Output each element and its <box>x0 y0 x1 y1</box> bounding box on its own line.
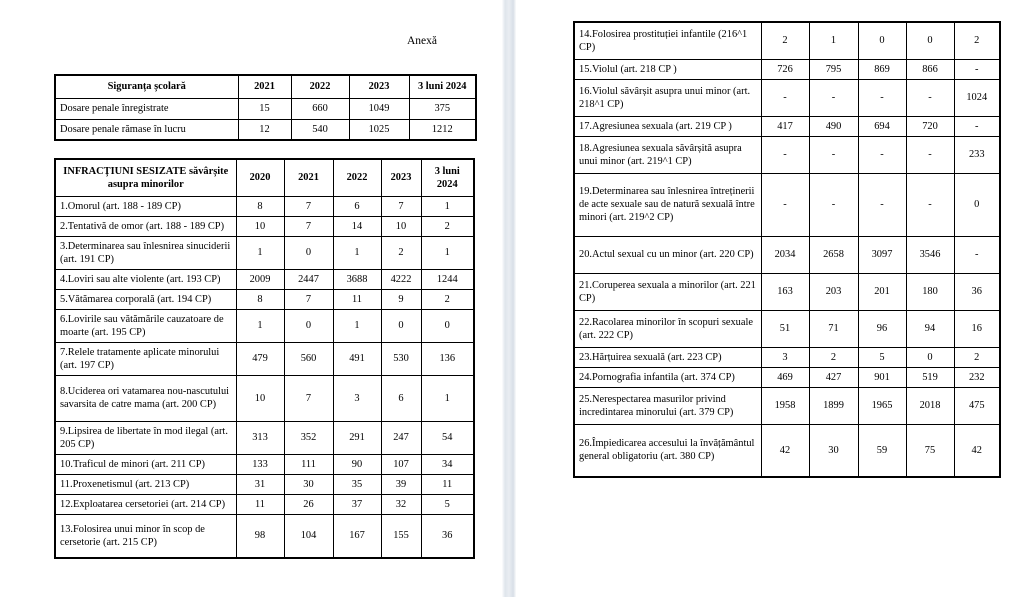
value-cell: 2 <box>954 347 1000 367</box>
value-cell: 0 <box>906 347 954 367</box>
value-cell: 795 <box>809 59 858 79</box>
value-cell: 163 <box>761 273 809 310</box>
value-cell: 866 <box>906 59 954 79</box>
value-cell: 39 <box>381 474 421 494</box>
value-cell: - <box>906 173 954 236</box>
value-cell: 726 <box>761 59 809 79</box>
row-label-cell: 7.Relele tratamente aplicate minorului (art. 197 CP) <box>55 342 236 375</box>
year-header-cell: 3 luni 2024 <box>409 75 476 98</box>
value-cell: 51 <box>761 310 809 347</box>
value-cell: - <box>906 79 954 116</box>
value-cell: 7 <box>284 289 333 309</box>
value-cell: 155 <box>381 514 421 558</box>
year-header-cell: 2022 <box>333 159 381 196</box>
value-cell: 3 <box>761 347 809 367</box>
value-cell: 2018 <box>906 387 954 424</box>
value-cell: 2658 <box>809 236 858 273</box>
value-cell: 232 <box>954 367 1000 387</box>
table-row <box>574 173 1000 236</box>
value-cell: 720 <box>906 116 954 136</box>
value-cell: 519 <box>906 367 954 387</box>
value-cell: 0 <box>381 309 421 342</box>
value-cell: - <box>761 136 809 173</box>
value-cell: 1 <box>236 236 284 269</box>
value-cell: 201 <box>858 273 906 310</box>
row-label-cell: 5.Vătămarea corporală (art. 194 CP) <box>55 289 236 309</box>
value-cell: 10 <box>236 375 284 421</box>
value-cell: 7 <box>284 216 333 236</box>
table-row <box>55 216 474 236</box>
value-cell: 1 <box>333 309 381 342</box>
value-cell: 0 <box>858 22 906 59</box>
value-cell: - <box>906 136 954 173</box>
value-cell: 901 <box>858 367 906 387</box>
table-row <box>574 387 1000 424</box>
value-cell: 42 <box>954 424 1000 477</box>
table-row <box>574 347 1000 367</box>
value-cell: 7 <box>284 196 333 216</box>
row-label-cell: 19.Determinarea sau înlesnirea întreținerii de acte sexuale sau de natură sexuală între minori (art. 219^2 CP) <box>574 173 761 236</box>
value-cell: 0 <box>284 236 333 269</box>
value-cell: 4222 <box>381 269 421 289</box>
value-cell: 2 <box>381 236 421 269</box>
value-cell: 2 <box>421 289 474 309</box>
row-label-cell: 25.Nerespectarea masurilor privind incredintarea minorului (art. 379 CP) <box>574 387 761 424</box>
value-cell: 475 <box>954 387 1000 424</box>
row-label-cell: Dosare penale rămase în lucru <box>55 119 238 140</box>
value-cell: 1049 <box>349 98 409 119</box>
value-cell: 32 <box>381 494 421 514</box>
table-row <box>55 514 474 558</box>
row-label-cell: 15.Violul (art. 218 CP ) <box>574 59 761 79</box>
row-label-cell: 1.Omorul (art. 188 - 189 CP) <box>55 196 236 216</box>
value-cell: 3546 <box>906 236 954 273</box>
row-label-cell: 11.Proxenetismul (art. 213 CP) <box>55 474 236 494</box>
value-cell: 5 <box>421 494 474 514</box>
table-row <box>55 309 474 342</box>
table-row <box>574 367 1000 387</box>
value-cell: 36 <box>421 514 474 558</box>
value-cell: 660 <box>291 98 349 119</box>
value-cell: 0 <box>284 309 333 342</box>
value-cell: 42 <box>761 424 809 477</box>
value-cell: 530 <box>381 342 421 375</box>
table-row <box>574 424 1000 477</box>
table-row <box>55 289 474 309</box>
row-label-cell: 9.Lipsirea de libertate în mod ilegal (art. 205 CP) <box>55 421 236 454</box>
table-row <box>574 136 1000 173</box>
value-cell: 1 <box>421 375 474 421</box>
value-cell: 7 <box>284 375 333 421</box>
value-cell: 2 <box>421 216 474 236</box>
value-cell: 6 <box>381 375 421 421</box>
value-cell: 9 <box>381 289 421 309</box>
value-cell: 0 <box>954 173 1000 236</box>
value-cell: 10 <box>381 216 421 236</box>
value-cell: 1212 <box>409 119 476 140</box>
value-cell: 1899 <box>809 387 858 424</box>
row-label-cell: 3.Determinarea sau înlesnirea sinuciderii (art. 191 CP) <box>55 236 236 269</box>
value-cell: 1965 <box>858 387 906 424</box>
offenses-against-minors-table-part1 <box>54 158 475 559</box>
value-cell: 71 <box>809 310 858 347</box>
value-cell: 1 <box>809 22 858 59</box>
value-cell: 2 <box>809 347 858 367</box>
value-cell: 1024 <box>954 79 1000 116</box>
table-row <box>55 474 474 494</box>
document-page-left <box>0 0 502 597</box>
value-cell: - <box>761 173 809 236</box>
row-label-cell: 18.Agresiunea sexuala săvârșită asupra unui minor (art. 219^1 CP) <box>574 136 761 173</box>
table-row <box>574 236 1000 273</box>
row-label-cell: 6.Lovirile sau vătămările cauzatoare de moarte (art. 195 CP) <box>55 309 236 342</box>
value-cell: 203 <box>809 273 858 310</box>
table-row <box>574 22 1000 59</box>
value-cell: - <box>954 59 1000 79</box>
value-cell: - <box>954 236 1000 273</box>
value-cell: 107 <box>381 454 421 474</box>
value-cell: 869 <box>858 59 906 79</box>
value-cell: 247 <box>381 421 421 454</box>
row-label-cell: 20.Actul sexual cu un minor (art. 220 CP) <box>574 236 761 273</box>
year-header-cell: 2020 <box>236 159 284 196</box>
value-cell: 233 <box>954 136 1000 173</box>
value-cell: 479 <box>236 342 284 375</box>
value-cell: 2 <box>954 22 1000 59</box>
document-page-right <box>516 0 1024 597</box>
table-header-row <box>55 159 474 196</box>
value-cell: 36 <box>954 273 1000 310</box>
value-cell: 11 <box>236 494 284 514</box>
value-cell: 352 <box>284 421 333 454</box>
row-label-cell: 21.Coruperea sexuala a minorilor (art. 221 CP) <box>574 273 761 310</box>
value-cell: 10 <box>236 216 284 236</box>
row-label-cell: 4.Loviri sau alte violente (art. 193 CP) <box>55 269 236 289</box>
value-cell: - <box>858 79 906 116</box>
value-cell: - <box>858 173 906 236</box>
value-cell: 96 <box>858 310 906 347</box>
table-row <box>55 196 474 216</box>
table-row <box>574 273 1000 310</box>
offenses-against-minors-table-part2 <box>573 21 1001 478</box>
school-safety-table <box>54 74 477 141</box>
value-cell: 12 <box>238 119 291 140</box>
row-label-cell: 14.Folosirea prostituției infantile (216^1 CP) <box>574 22 761 59</box>
table-row <box>574 79 1000 116</box>
row-label-cell: 2.Tentativă de omor (art. 188 - 189 CP) <box>55 216 236 236</box>
value-cell: 694 <box>858 116 906 136</box>
value-cell: 1244 <box>421 269 474 289</box>
table-row <box>574 59 1000 79</box>
value-cell: 26 <box>284 494 333 514</box>
value-cell: 0 <box>906 22 954 59</box>
year-header-cell: 2023 <box>381 159 421 196</box>
value-cell: 313 <box>236 421 284 454</box>
table-row <box>55 494 474 514</box>
value-cell: 2447 <box>284 269 333 289</box>
table-row <box>55 119 476 140</box>
table-row <box>574 310 1000 347</box>
row-label-cell: 16.Violul săvârșit asupra unui minor (art. 218^1 CP) <box>574 79 761 116</box>
value-cell: 30 <box>284 474 333 494</box>
row-label-cell: 26.Împiedicarea accesului la învățământul general obligatoriu (art. 380 CP) <box>574 424 761 477</box>
value-cell: 0 <box>421 309 474 342</box>
value-cell: 34 <box>421 454 474 474</box>
value-cell: 90 <box>333 454 381 474</box>
table-row <box>55 342 474 375</box>
row-label-cell: 10.Traficul de minori (art. 211 CP) <box>55 454 236 474</box>
value-cell: 98 <box>236 514 284 558</box>
year-header-cell: 2022 <box>291 75 349 98</box>
value-cell: 111 <box>284 454 333 474</box>
year-header-cell: 2021 <box>238 75 291 98</box>
row-label-cell: 24.Pornografia infantila (art. 374 CP) <box>574 367 761 387</box>
value-cell: 16 <box>954 310 1000 347</box>
row-label-cell: Dosare penale înregistrate <box>55 98 238 119</box>
value-cell: 490 <box>809 116 858 136</box>
table-header-row <box>55 75 476 98</box>
table-row <box>574 116 1000 136</box>
value-cell: - <box>761 79 809 116</box>
value-cell: 427 <box>809 367 858 387</box>
row-label-cell: 8.Uciderea ori vatamarea nou-nascutului savarsita de catre mama (art. 200 CP) <box>55 375 236 421</box>
value-cell: 469 <box>761 367 809 387</box>
value-cell: 37 <box>333 494 381 514</box>
value-cell: 3688 <box>333 269 381 289</box>
value-cell: 133 <box>236 454 284 474</box>
value-cell: 136 <box>421 342 474 375</box>
value-cell: 417 <box>761 116 809 136</box>
value-cell: 5 <box>858 347 906 367</box>
value-cell: - <box>809 136 858 173</box>
value-cell: - <box>809 79 858 116</box>
row-label-cell: 12.Exploatarea cersetoriei (art. 214 CP) <box>55 494 236 514</box>
value-cell: 491 <box>333 342 381 375</box>
value-cell: 540 <box>291 119 349 140</box>
row-label-cell: 22.Racolarea minorilor în scopuri sexuale (art. 222 CP) <box>574 310 761 347</box>
value-cell: 291 <box>333 421 381 454</box>
value-cell: 1 <box>333 236 381 269</box>
row-label-cell: 17.Agresiunea sexuala (art. 219 CP ) <box>574 116 761 136</box>
value-cell: - <box>954 116 1000 136</box>
value-cell: 1 <box>236 309 284 342</box>
table-title-cell: Siguranța școlară <box>55 75 238 98</box>
value-cell: 375 <box>409 98 476 119</box>
value-cell: - <box>858 136 906 173</box>
value-cell: 7 <box>381 196 421 216</box>
table-title-cell: INFRACȚIUNI SESIZATE săvârșite asupra minorilor <box>55 159 236 196</box>
value-cell: 1 <box>421 236 474 269</box>
table-row <box>55 454 474 474</box>
value-cell: 30 <box>809 424 858 477</box>
value-cell: 1 <box>421 196 474 216</box>
annex-label: Anexă <box>407 35 438 47</box>
value-cell: 104 <box>284 514 333 558</box>
value-cell: 11 <box>421 474 474 494</box>
year-header-cell: 2021 <box>284 159 333 196</box>
value-cell: 14 <box>333 216 381 236</box>
row-label-cell: 13.Folosirea unui minor în scop de cersetorie (art. 215 CP) <box>55 514 236 558</box>
table-row <box>55 98 476 119</box>
value-cell: 2009 <box>236 269 284 289</box>
value-cell: 11 <box>333 289 381 309</box>
value-cell: 3 <box>333 375 381 421</box>
year-header-cell: 2023 <box>349 75 409 98</box>
value-cell: 8 <box>236 289 284 309</box>
table-row <box>55 236 474 269</box>
value-cell: 6 <box>333 196 381 216</box>
value-cell: - <box>809 173 858 236</box>
year-header-cell: 3 luni 2024 <box>421 159 474 196</box>
table-row <box>55 421 474 454</box>
value-cell: 167 <box>333 514 381 558</box>
table-row <box>55 375 474 421</box>
value-cell: 560 <box>284 342 333 375</box>
value-cell: 94 <box>906 310 954 347</box>
value-cell: 2 <box>761 22 809 59</box>
value-cell: 180 <box>906 273 954 310</box>
value-cell: 31 <box>236 474 284 494</box>
value-cell: 75 <box>906 424 954 477</box>
value-cell: 8 <box>236 196 284 216</box>
row-label-cell: 23.Hărțuirea sexuală (art. 223 CP) <box>574 347 761 367</box>
value-cell: 3097 <box>858 236 906 273</box>
value-cell: 1025 <box>349 119 409 140</box>
table-row <box>55 269 474 289</box>
value-cell: 59 <box>858 424 906 477</box>
value-cell: 1958 <box>761 387 809 424</box>
value-cell: 54 <box>421 421 474 454</box>
value-cell: 2034 <box>761 236 809 273</box>
page-separator <box>502 0 516 597</box>
value-cell: 15 <box>238 98 291 119</box>
value-cell: 35 <box>333 474 381 494</box>
